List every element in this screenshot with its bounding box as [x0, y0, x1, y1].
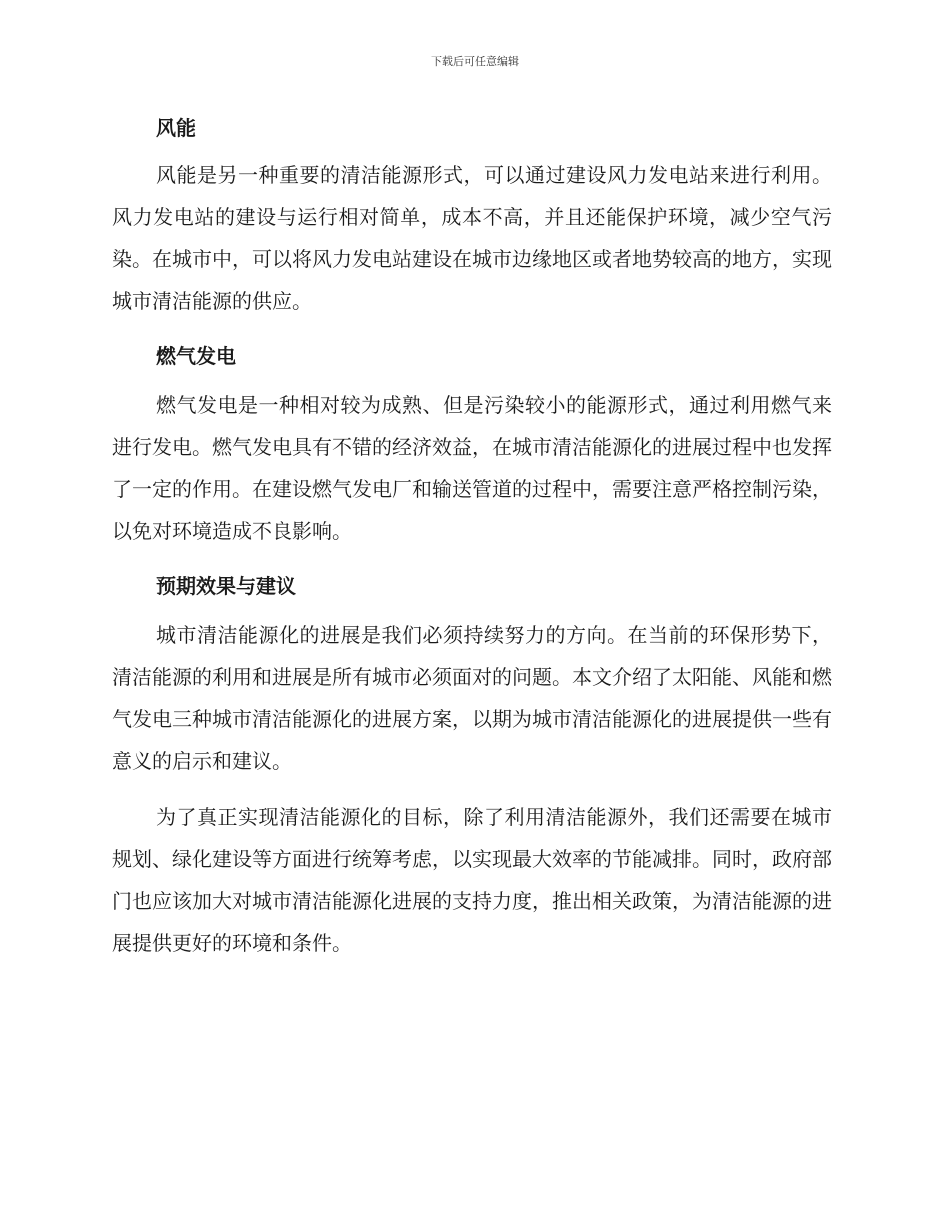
- paragraph-gas-power: 燃气发电是一种相对较为成熟、但是污染较小的能源形式，通过利用燃气来进行发电。燃气发电具有不错的经济效益，在城市清洁能源化的进展过程中也发挥了一定的作用。在建设燃气发电厂和输送管道的过程中，需要注意严格控制污染，以免对环境造成不良影响。: [112, 393, 832, 543]
- paragraph-expected-effects-2: 为了真正实现清洁能源化的目标，除了利用清洁能源外，我们还需要在城市规划、绿化建设等方面进行统筹考虑，以实现最大效率的节能减排。同时，政府部门也应该加大对城市清洁能源化进展的支持力度，推出相关政策，为清洁能源的进展提供更好的环境和条件。: [112, 805, 832, 955]
- page-header: 下载后可任意编辑: [431, 55, 519, 68]
- paragraph-wind: 风能是另一种重要的清洁能源形式，可以通过建设风力发电站来进行利用。风力发电站的建设与运行相对简单，成本不高，并且还能保护环境，减少空气污染。在城市中，可以将风力发电站建设在城市边缘地区或者地势较高的地方，实现城市清洁能源的供应。: [112, 163, 832, 313]
- document-body: [112, 110, 832, 964]
- section-heading-wind: 风能: [156, 116, 196, 140]
- section-heading-expected-effects: 预期效果与建议: [156, 574, 296, 598]
- paragraph-expected-effects-1: 城市清洁能源化的进展是我们必须持续努力的方向。在当前的环保形势下，清洁能源的利用和进展是所有城市必须面对的问题。本文介绍了太阳能、风能和燃气发电三种城市清洁能源化的进展方案，以期为城市清洁能源化的进展提供一些有意义的启示和建议。: [112, 623, 832, 773]
- section-heading-gas-power: 燃气发电: [156, 344, 236, 368]
